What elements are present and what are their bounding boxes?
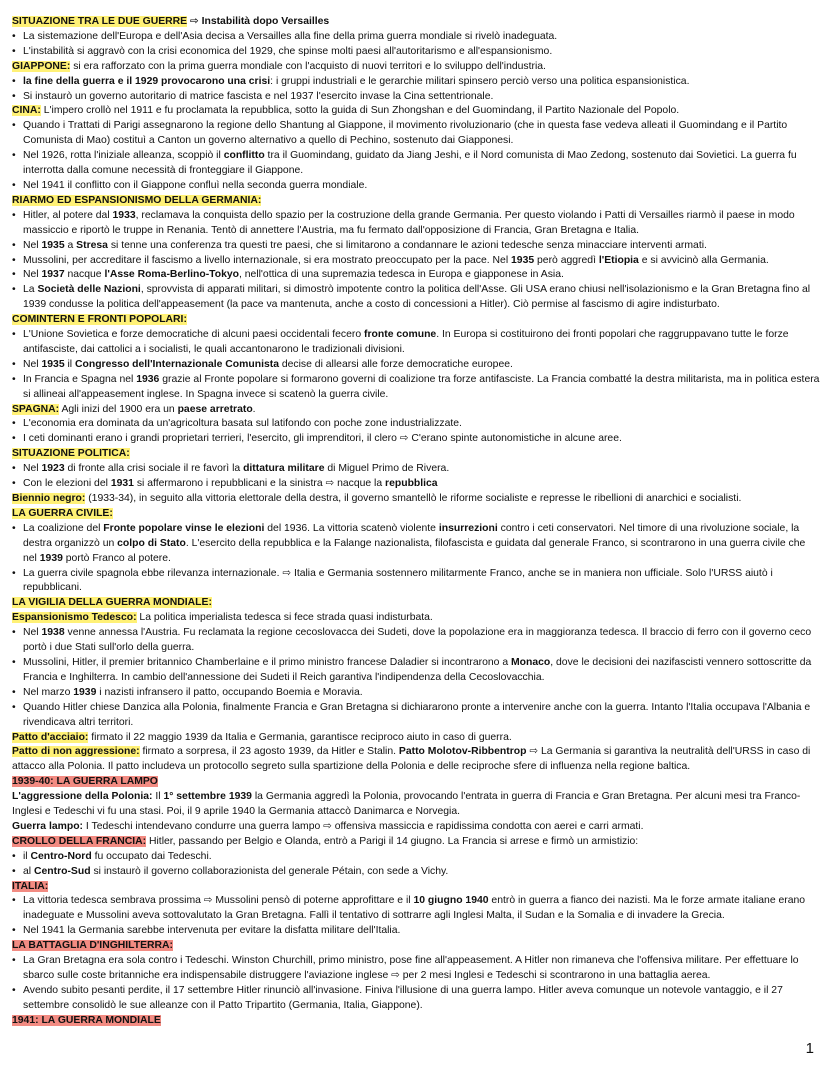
section-heading <box>12 447 820 462</box>
inline-label: SPAGNA: <box>12 403 60 415</box>
bullet-item <box>12 894 820 924</box>
text-run: Con le elezioni del <box>23 478 111 490</box>
paragraph <box>12 611 820 626</box>
bold-text: paese arretrato <box>177 403 253 415</box>
text-run: a <box>64 239 77 251</box>
document-body <box>12 15 820 1029</box>
bullet-item <box>12 462 820 477</box>
bullet-item <box>12 850 820 865</box>
section-heading-label: 1939-40: LA GUERRA LAMPO <box>12 776 158 788</box>
text-run: , sprovvista di apparati militari, si dimostrò impotente contro la politica dell'Asse. Gli USA erano chiusi nell'isolazionismo e la Gran Bretagna fino al 1939 condusse la politica dell'appeasement (la pace va mantenuta, anche a costo di concessioni a Hitler). Ciò permise al fascismo di agire indisturbato. <box>23 284 811 311</box>
text-run: Agli inizi del 1900 era un <box>59 403 178 415</box>
text-run: del 1936. La vittoria scatenò violente <box>264 522 439 534</box>
bullet-item <box>12 254 820 269</box>
text-run: La Gran Bretagna era sola contro i Tedeschi. Winston Churchill, primo ministro, pose fine all'appeasement. A Hitler non rimaneva che l'offensiva militare. Per effettuare lo sbarco sulle coste britanniche era indispensabile distruggere l'aviazione inglese ⇨ per 2 mesi Inglesi e Tedeschi si scontrarono in una battaglia aerea. <box>23 955 799 981</box>
text-run: L'economia era dominata da un'agricoltura basata sul latifondo con poche zone industrializzate. <box>23 418 462 430</box>
text-run: e si avvicinò alla Germania. <box>638 254 769 266</box>
text-run: La politica imperialista tedesca si fece strada quasi indisturbata. <box>136 612 433 624</box>
text-run: tra il Guomindang, guidato da Jiang Jeshi, e il Nord comunista di Mao Zedong, sostenuto dai Sovietici. La guerra fu interrotta dalla comune necessità di fronteggiare il Giappone. <box>23 150 797 177</box>
bold-text: Stresa <box>76 239 108 251</box>
text-run: contro i ceti conservatori. Nel timore di una rivoluzione sociale, la destra organizzò un <box>23 522 800 549</box>
text-run: Nel 1941 la Germania sarebbe intervenuta per evitare la disfatta militare dell'Italia. <box>23 925 401 937</box>
inline-label: GIAPPONE: <box>12 60 71 72</box>
bold-text: 1° settembre 1939 <box>163 791 252 803</box>
text-run: La guerra civile spagnola ebbe rilevanza internazionale. ⇨ Italia e Germania sostennero militarmente Franco, anche se in maniera non ufficiale. Solo l'URSS aiutò i repubblicani. <box>23 567 773 594</box>
bold-text: Congresso dell'Internazionale Comunista <box>75 358 279 370</box>
text-run: , reclamava la conquista dello spazio per la costruzione della grande Germania. Per questo violando i Patti di Versailles riarmò il paese in modo massiccio e riportò le truppe in Renania. Tentò di annettere l'Austria, ma fu fermato dall'opposizione di Francia, Gran Bretagna e Italia. <box>23 209 795 236</box>
text-run: entrò in guerra a fianco dei nazisti. Ma le forze armate italiane erano inadeguate e Mussolini aveva sottovalutato la Gran Bretagna. Fallì il tentativo di sottrarre agli Inglesi Malta, il Sudan e la Somalia e di invadere la Grecia. <box>23 895 806 922</box>
text-run: Nel 1926, rotta l'iniziale alleanza, scoppiò il <box>23 150 224 162</box>
text-run: , dove le decisioni dei nazifascisti vennero sottoscritte da Francia e Inghilterra. In cambio dell'annessione dei Sudeti il Reich garantiva l'indipendenza della Cecoslovacchia. <box>23 656 812 683</box>
text-run: Avendo subito pesanti perdite, il 17 settembre Hitler rinunciò all'invasione. Finiva l'illusione di una guerra lampo. Hitler aveva comunque un notevole vantaggio, e il 27 settembre consolidò le sue alleanze con il Patto Tripartito (Germania, Italia, Giappone). <box>23 984 783 1011</box>
text-run: grazie al Fronte popolare si formarono governi di coalizione tra forze antifasciste. La Francia combatté la destra militarista, ma in politica estera si allineai all'appeasement inglese. In Spagna invece si scatenò la guerra civile. <box>23 373 820 400</box>
text-run: si instaurò il governo collaborazionista del generale Pétain, con sede a Vichy. <box>90 865 449 877</box>
section-heading <box>12 596 820 611</box>
paragraph <box>12 835 820 850</box>
paragraph <box>12 492 820 507</box>
section-heading <box>12 1014 820 1029</box>
text-run: firmato a sorpresa, il 23 agosto 1939, da Hitler e Stalin. <box>139 746 399 758</box>
text-run: (1933-34), in seguito alla vittoria elettorale della destra, il governo smantellò le riforme socialiste e represse le ribellioni di anarchici e socialisti. <box>85 493 742 504</box>
text-run: Nel <box>23 627 42 639</box>
bold-text: 1936 <box>136 373 160 385</box>
bold-text: 1939 <box>73 686 97 698</box>
bullet-item <box>12 239 820 254</box>
bullet-item <box>12 90 820 105</box>
text-run: Quando i Trattati di Parigi assegnarono la regione dello Shantung al Giappone, il movimento rivoluzionario (che in questa fase vedeva alleati il Guomindang e il Partito Comunista di Mao) costituì a Canton un governo alternativo a quello di Pechino, sostenuto dai Giapponesi. <box>23 120 788 147</box>
bold-text: la fine della guerra e il 1929 provocarono una crisi <box>23 75 271 87</box>
bullet-item <box>12 924 820 939</box>
text-run: La <box>23 284 38 296</box>
section-heading-label: LA GUERRA CIVILE: <box>12 507 113 519</box>
bullet-item <box>12 45 820 60</box>
section-heading-suffix: ⇨ Instabilità dopo Versailles <box>187 16 330 27</box>
bullet-item <box>12 417 820 432</box>
text-run: . In Europa si costituirono dei fronti popolari che raggruppavano tutte le forze antifasciste, dai cattolici a i socialisti, le quali accantonarono le tradizionali divisioni. <box>23 329 789 355</box>
bullet-item <box>12 477 820 492</box>
text-run: di Miguel Primo de Rivera. <box>324 463 450 475</box>
text-run: L'impero crollò nel 1911 e fu proclamata la repubblica, sotto la guida di Sun Zhongshan e del Guomindang, il Partito Nazionale del Popolo. <box>40 105 680 117</box>
section-heading-label: 1941: LA GUERRA MONDIALE <box>12 1014 161 1026</box>
bullet-item <box>12 984 820 1014</box>
text-run: Nel marzo <box>23 686 74 698</box>
bold-text: Centro-Sud <box>33 865 91 877</box>
page-number: 1 <box>805 1040 814 1057</box>
bold-text: 1923 <box>41 463 65 475</box>
paragraph <box>12 731 820 746</box>
bullet-item <box>12 432 820 447</box>
paragraph <box>12 60 820 75</box>
text-run: La coalizione del <box>23 522 104 534</box>
bullet-item <box>12 686 820 701</box>
text-run: Nel <box>23 463 42 475</box>
text-run: Mussolini, Hitler, il premier britannico Chamberlaine e il primo ministro francese Daladier si incontrarono a <box>23 656 511 668</box>
text-run: In Francia e Spagna nel <box>23 373 137 385</box>
text-run: fu occupato dai Tedeschi. <box>91 850 212 862</box>
text-run: decise di allearsi alle forze democratiche europee. <box>278 358 513 370</box>
text-run: . <box>252 403 256 415</box>
text-run: Nel <box>23 269 42 281</box>
section-heading <box>12 880 820 895</box>
bullet-item <box>12 179 820 194</box>
bold-text: Fronte popolare vinse le elezioni <box>103 522 265 534</box>
paragraph <box>12 745 820 775</box>
text-run: I Tedeschi intendevano condurre una guerra lampo ⇨ offensiva massiccia e rapidissima condotta con aerei e carri armati. <box>83 820 644 832</box>
bold-text: 1935 <box>511 254 535 266</box>
inline-label: CINA: <box>12 105 41 117</box>
paragraph <box>12 820 820 835</box>
bullet-item <box>12 75 820 90</box>
text-run: Mussolini, per accreditare il fascismo a livello internazionale, si era mostrato preoccupato per la pace. Nel <box>23 254 512 266</box>
text-run: Si instaurò un governo autoritario di matrice fascista e nel 1937 l'esercito invase la Cina settentrionale. <box>23 90 494 102</box>
bullet-item <box>12 865 820 880</box>
section-heading <box>12 939 820 954</box>
bold-text: l'Etiopia <box>598 254 639 266</box>
bullet-item <box>12 149 820 179</box>
bold-text: 10 giugno 1940 <box>413 895 489 907</box>
bold-text: dittatura militare <box>243 463 325 475</box>
bold-text: 1935 <box>41 358 65 370</box>
bold-text: 1938 <box>41 627 65 639</box>
bold-text: repubblica <box>385 478 438 490</box>
text-run: . L'esercito della repubblica e la Falange nazionalista, filofascista e guidata dal generale Franco, si scontrarono in una guerra civile che nel <box>23 537 806 564</box>
section-heading <box>12 507 820 522</box>
bullet-item <box>12 268 820 283</box>
inline-label: L'aggressione della Polonia: <box>12 791 153 803</box>
section-heading <box>12 194 820 209</box>
bullet-item <box>12 30 820 45</box>
text-run: di fronte alla crisi sociale il re favorì la <box>64 463 244 475</box>
text-run: il <box>23 850 31 862</box>
section-heading-label: LA BATTAGLIA D'INGHILTERRA: <box>12 940 173 952</box>
text-run: i nazisti infransero il patto, occupando Boemia e Moravia. <box>96 686 363 698</box>
text-run: firmato il 22 maggio 1939 da Italia e Germania, garantisce reciproco aiuto in caso di guerra. <box>88 731 512 743</box>
bold-text: Monaco <box>510 656 551 668</box>
text-run: venne annessa l'Austria. Fu reclamata la regione cecoslovacca dei Sudeti, dove la popolazione era in maggioranza tedesca. Il braccio di ferro con il governo ceco portò i due Stati sull'orlo della guerra. <box>23 627 812 654</box>
text-run: si affermarono i repubblicani e la sinistra ⇨ nacque la <box>133 478 386 490</box>
text-run: L'Unione Sovietica e forze democratiche di alcuni paesi occidentali fecero <box>23 329 365 341</box>
text-run: Nel 1941 il conflitto con il Giappone confluì nella seconda guerra mondiale. <box>23 179 368 191</box>
section-heading-label: COMINTERN E FRONTI POPOLARI: <box>12 314 187 326</box>
text-run: L'instabilità si aggravò con la crisi economica del 1929, che spinse molti paesi all'autoritarismo e all'espansionismo. <box>23 45 553 57</box>
text-run: , nell'ottica di una supremazia tedesca in Europa e giapponese in Asia. <box>238 269 564 281</box>
bold-text: l'Asse Roma-Berlino-Tokyo <box>104 269 239 281</box>
text-run: al <box>23 865 34 877</box>
text-run: : i gruppi industriali e le gerarchie militari spinsero perciò verso una politica espansionistica. <box>270 75 690 87</box>
inline-label: Guerra lampo: <box>12 820 84 832</box>
text-run: Hitler, passando per Belgio e Olanda, entrò a Parigi il 14 giugno. La Francia si arrese e firmò un armistizio: <box>146 835 639 847</box>
section-heading-label: SITUAZIONE TRA LE DUE GUERRE <box>12 16 188 27</box>
bold-text: 1935 <box>41 239 65 251</box>
inline-label: Patto d'acciaio: <box>12 731 89 743</box>
bullet-item <box>12 656 820 686</box>
text-run: si era rafforzato con la prima guerra mondiale con l'acquisto di nuovi territori e lo sviluppo dell'industria. <box>70 60 546 72</box>
section-heading-label: LA VIGILIA DELLA GUERRA MONDIALE: <box>12 597 212 609</box>
inline-label: Patto di non aggressione: <box>12 746 140 758</box>
bullet-item <box>12 567 820 597</box>
text-run: il <box>64 358 76 370</box>
paragraph <box>12 403 820 418</box>
inline-label: CROLLO DELLA FRANCIA: <box>12 835 147 847</box>
text-run: La sistemazione dell'Europa e dell'Asia decisa a Versailles alla fine della prima guerra mondiale si rivelò inadeguata. <box>23 30 558 42</box>
bold-text: colpo di Stato <box>117 537 186 549</box>
text-run: Quando Hitler chiese Danzica alla Polonia, finalmente Francia e Gran Bretagna si dichiararono pronte a intervenire anche con la guerra. Intanto l'Italia occupava l'Albania e rivendicava altri territori. <box>23 701 811 728</box>
text-run: però aggredì <box>534 254 599 266</box>
bold-text: 1933 <box>112 209 136 221</box>
text-run: nacque <box>64 269 105 281</box>
text-run: La vittoria tedesca sembrava prossima ⇨ Mussolini pensò di poterne approfittare e il <box>23 895 414 907</box>
text-run: Nel <box>23 239 42 251</box>
bullet-item <box>12 701 820 731</box>
text-run: I ceti dominanti erano i grandi proprietari terrieri, l'esercito, gli imprenditori, il clero ⇨ C'erano spinte autonomistiche in alcune aree. <box>23 433 622 445</box>
section-heading <box>12 313 820 328</box>
bullet-item <box>12 209 820 239</box>
bold-text: Società delle Nazioni <box>37 284 141 296</box>
bold-text: Patto Molotov-Ribbentrop <box>398 746 527 758</box>
bold-text: Centro-Nord <box>30 850 92 862</box>
section-heading-label: RIARMO ED ESPANSIONISMO DELLA GERMANIA: <box>12 194 262 206</box>
text-run: Nel <box>23 358 42 370</box>
section-heading <box>12 15 820 30</box>
bold-text: fronte comune <box>364 329 437 341</box>
bullet-item <box>12 119 820 149</box>
bold-text: 1939 <box>39 552 63 564</box>
bullet-item <box>12 954 820 984</box>
text-run: Il <box>152 791 164 803</box>
section-heading-label: ITALIA: <box>12 880 49 892</box>
bullet-item <box>12 283 820 313</box>
inline-label: Espansionismo Tedesco: <box>12 612 137 624</box>
section-heading <box>12 775 820 790</box>
bullet-item <box>12 373 820 403</box>
bullet-item <box>12 328 820 358</box>
bullet-item <box>12 522 820 567</box>
bold-text: 1931 <box>110 478 134 490</box>
inline-label: Biennio negro: <box>12 493 86 504</box>
section-heading-label: SITUAZIONE POLITICA: <box>12 448 130 460</box>
bold-text: 1937 <box>41 269 65 281</box>
bold-text: insurrezioni <box>438 522 498 534</box>
text-run: portò Franco al potere. <box>62 552 171 564</box>
text-run: Hitler, al potere dal <box>23 209 113 221</box>
text-run: la Germania aggredì la Polonia, provocando l'entrata in guerra di Francia e Gran Bretagna. Per alcuni mesi tra Franco-Inglesi e Tedeschi vi fu una stasi. Poi, il 9 aprile 1940 la Germania attaccò Danimarca e Norvegia. <box>12 791 801 818</box>
paragraph <box>12 104 820 119</box>
text-run: si tenne una conferenza tra questi tre paesi, che si limitarono a condannare le azioni tedesche senza minacciare interventi armati. <box>107 239 707 251</box>
text-run: ⇨ La Germania si garantiva la neutralità dell'URSS in caso di attacco alla Polonia. Il patto includeva un protocollo segreto sulla spartizione della Polonia e delle reciproche sfere di influenza nella regione baltica. <box>12 746 811 773</box>
bold-text: conflitto <box>223 150 265 162</box>
paragraph <box>12 790 820 820</box>
bullet-item <box>12 358 820 373</box>
bullet-item <box>12 626 820 656</box>
